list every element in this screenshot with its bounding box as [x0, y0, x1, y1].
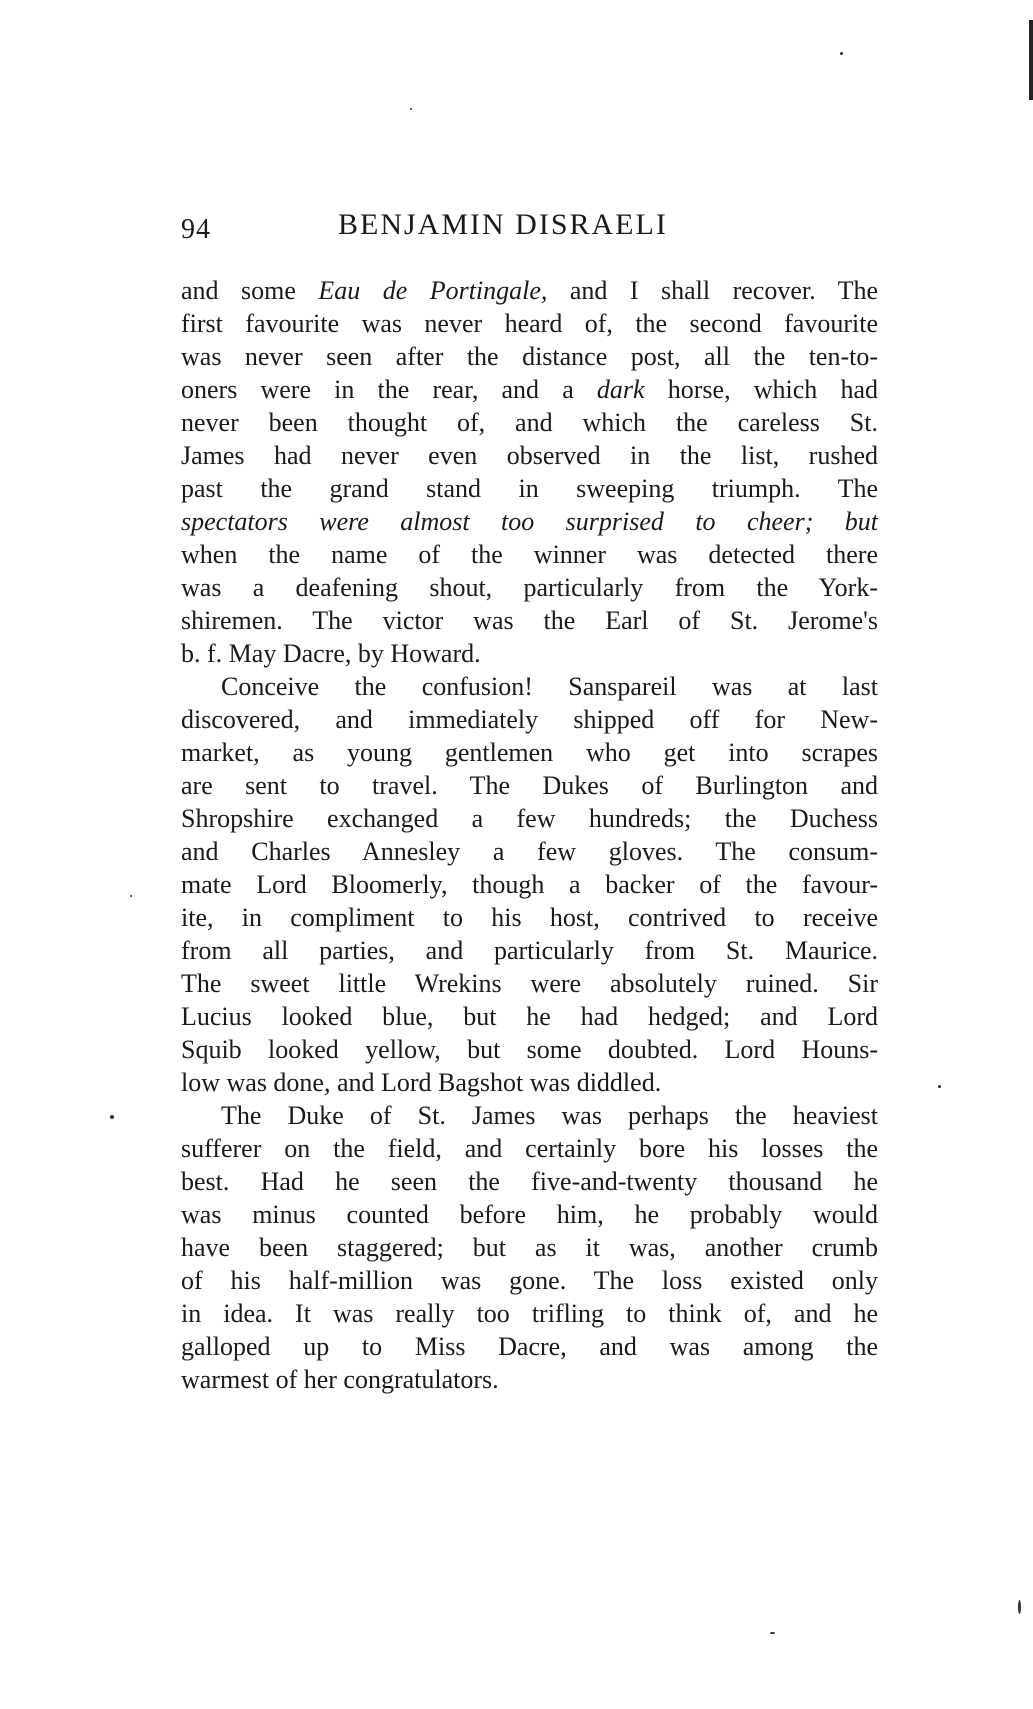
paper-speck: [840, 52, 843, 55]
text-line: Conceive the confusion! Sanspareil was at last: [221, 672, 878, 701]
text-line: and some Eau de Portingale, and I shall recover. The: [181, 276, 878, 305]
text-line: The Duke of St. James was perhaps the heaviest: [221, 1101, 878, 1130]
paper-speck: [110, 1115, 114, 1119]
text-line: low was done, and Lord Bagshot was diddled.: [181, 1068, 662, 1097]
text-line: galloped up to Miss Dacre, and was among the: [181, 1332, 878, 1361]
text-line: past the grand stand in sweeping triumph. The: [181, 474, 878, 503]
text-line: Lucius looked blue, but he had hedged; and Lord: [181, 1002, 878, 1031]
text-line: sufferer on the field, and certainly bore his losses the: [181, 1134, 878, 1163]
text-line: warmest of her congratulators.: [181, 1365, 499, 1394]
running-title: BENJAMIN DISRAELI: [338, 208, 668, 241]
page-edge-mark: [1029, 20, 1033, 100]
text-line: first favourite was never heard of, the second favourite: [181, 309, 878, 338]
text-line: spectators were almost too surprised to cheer; but: [181, 507, 878, 536]
paper-speck: [938, 1085, 941, 1088]
text-line: mate Lord Bloomerly, though a backer of the favour-: [181, 870, 878, 899]
text-line: b. f. May Dacre, by Howard.: [181, 639, 481, 668]
text-line: in idea. It was really too trifling to think of, and he: [181, 1299, 878, 1328]
body-text: [181, 274, 878, 1396]
text-line: when the name of the winner was detected there: [181, 540, 878, 569]
text-line: from all parties, and particularly from St. Maurice.: [181, 936, 878, 965]
text-line: oners were in the rear, and a dark horse, which had: [181, 375, 878, 404]
paper-speck: [770, 1632, 775, 1634]
text-line: of his half-million was gone. The loss existed only: [181, 1266, 878, 1295]
text-line: ite, in compliment to his host, contrived to receive: [181, 903, 878, 932]
text-line: was minus counted before him, he probably would: [181, 1200, 878, 1229]
text-line: James had never even observed in the list, rushed: [181, 441, 878, 470]
text-line: market, as young gentlemen who get into scrapes: [181, 738, 878, 767]
text-line: shiremen. The victor was the Earl of St. Jerome's: [181, 606, 878, 635]
text-line: best. Had he seen the five-and-twenty thousand he: [181, 1167, 878, 1196]
text-line: discovered, and immediately shipped off for New-: [181, 705, 878, 734]
page-number: 94: [181, 214, 211, 245]
text-line: are sent to travel. The Dukes of Burlington and: [181, 771, 878, 800]
text-line: never been thought of, and which the careless St.: [181, 408, 878, 437]
paper-speck: [130, 895, 132, 897]
paper-speck: [1018, 1600, 1021, 1614]
text-line: Shropshire exchanged a few hundreds; the Duchess: [181, 804, 878, 833]
text-line: The sweet little Wrekins were absolutely ruined. Sir: [181, 969, 878, 998]
text-line: Squib looked yellow, but some doubted. Lord Houns-: [181, 1035, 878, 1064]
text-line: and Charles Annesley a few gloves. The consum-: [181, 837, 878, 866]
paper-speck: [410, 108, 412, 110]
page-header: [181, 208, 878, 248]
text-line: have been staggered; but as it was, another crumb: [181, 1233, 878, 1262]
text-line: was a deafening shout, particularly from the York-: [181, 573, 878, 602]
text-line: was never seen after the distance post, all the ten-to-: [181, 342, 878, 371]
